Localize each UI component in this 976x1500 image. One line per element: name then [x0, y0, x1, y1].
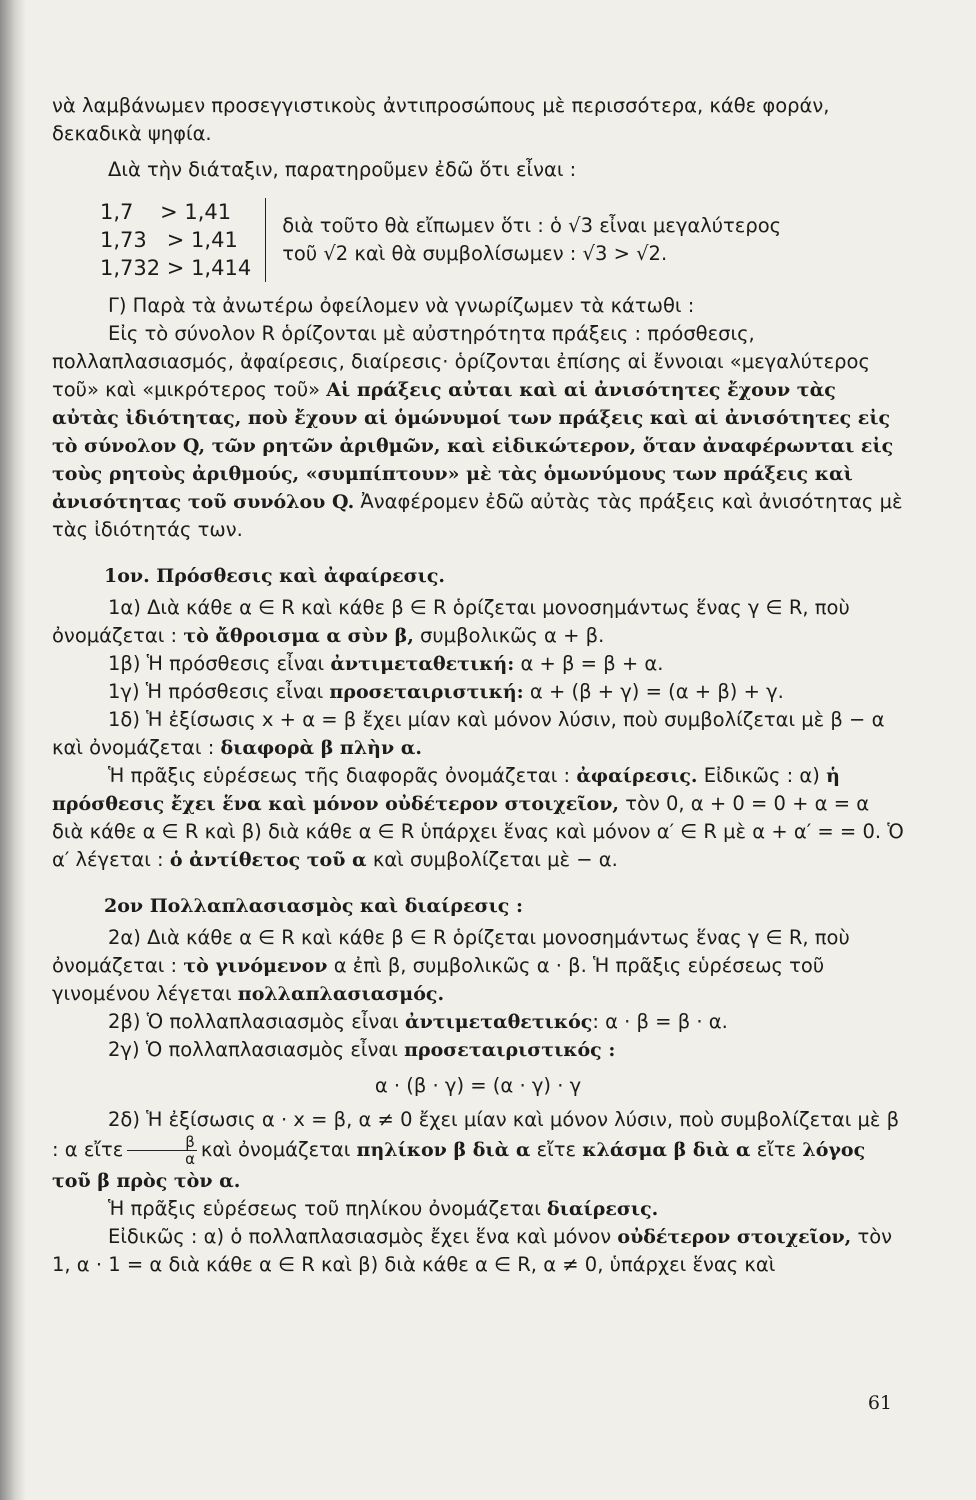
- rule-1b: [52, 650, 904, 678]
- fraction-beta-over-alpha: [127, 1134, 197, 1167]
- rule-term: πολλαπλασιασμός.: [237, 983, 445, 1005]
- rule-formula: α + (β + γ) = (α + β) + γ.: [529, 680, 784, 703]
- diataxi-line: Διὰ τὴν διάταξιν, παρατηροῦμεν ἐδῶ ὅτι εἶναι :: [108, 158, 577, 181]
- conclusion-line: τοῦ √2 καὶ θὰ συμβολίσωμεν : √3 > √2.: [282, 242, 668, 265]
- rule-term: τὸ ἄθροισμα α σὺν β,: [183, 625, 414, 647]
- rule-term: προσεταιριστικός :: [404, 1039, 616, 1061]
- rule-text: α ἐπὶ β, συμβολικῶς α · β. Ἡ πρᾶξις εὑρέσεως τοῦ γινομένου λέγεται: [52, 954, 825, 1005]
- rule-term: προσεταιριστική:: [329, 681, 524, 703]
- rule-2e: [52, 1195, 904, 1223]
- rule-1e: [52, 762, 904, 874]
- rule-text: τὸν 0, α + 0 = 0 + α = α διὰ κάθε α ∈ R καὶ β) διὰ κάθε α ∈ R ὑπάρχει ἕνας καὶ μόνον α′ ∈ R μὲ α + α′ = = 0. Ὁ α′ λέγεται :: [52, 792, 904, 871]
- rule-term: ἡ πρόσθεσις ἔχει ἕνα καὶ μόνον οὐδέτερον στοιχεῖον,: [52, 765, 840, 815]
- rule-term: ὁ ἀντίθετος τοῦ α: [169, 849, 367, 871]
- rule-text: εἴτε: [536, 1138, 577, 1161]
- rule-text: συμβολικῶς α + β.: [420, 624, 605, 647]
- rule-text: Εἰδικῶς : α) ὁ πολλαπλασιασμὸς ἔχει ἕνα καὶ μόνον: [108, 1225, 612, 1248]
- associativity-formula: α · (β · γ) = (α · γ) · γ: [374, 1074, 582, 1097]
- section-heading-multiplication: 2ον Πολλαπλασιασμὸς καὶ διαίρεσις :: [104, 895, 523, 917]
- inequality-block: [100, 198, 904, 282]
- inequality-row: 1,73 > 1,41: [100, 228, 238, 252]
- inequality-column: [100, 198, 266, 282]
- rule-term: ἀντιμεταθετικός: [404, 1011, 593, 1033]
- inequality-row: 1,7 > 1,41: [100, 200, 232, 224]
- rule-term: ἀντιμεταθετική:: [330, 653, 515, 675]
- section-heading-addition: 1ον. Πρόσθεσις καὶ ἀφαίρεσις.: [104, 565, 446, 587]
- rule-text: 1δ) Ἡ ἐξίσωσις x + α = β ἔχει μίαν καὶ μόνον λύσιν, ποὺ συμβολίζεται μὲ β − α καὶ ὀνομάζεται :: [52, 708, 885, 759]
- fraction-denominator: α: [185, 1150, 195, 1168]
- rule-2c: [52, 1036, 904, 1064]
- operations-paragraph: [52, 320, 904, 544]
- rule-term: πηλίκον β διὰ α: [356, 1139, 531, 1161]
- bold-statement: Αἱ πράξεις αὐται καὶ αἱ ἀνισότητες ἔχουν τὰς αὐτὰς ἰδιότητας, ποὺ ἔχουν αἱ ὁμώνυμοί των πράξεις καὶ αἱ ἀνισότητες εἰς τὸ σύνολον Q, τῶν ρητῶν ἀριθμῶν, καὶ εἰδικώτερον, ὅταν ἀναφέρωνται εἰς τοὺς ρητοὺς ἀριθμούς, «συμπίπτουν» μὲ τὰς ὁμωνύμους των πράξεις καὶ ἀνισότητας τοῦ συνόλου Q.: [52, 379, 894, 513]
- rule-term: οὐδέτερον στοιχεῖον,: [617, 1226, 852, 1248]
- rule-1d: [52, 706, 904, 762]
- rule-1a: [52, 594, 904, 650]
- rule-2a: [52, 924, 904, 1008]
- page-number: 61: [867, 1392, 892, 1414]
- rule-text: 1β) Ἡ πρόσθεσις εἶναι: [108, 652, 325, 675]
- plain-text: Ἀναφέρομεν ἐδῶ αὐτὰς τὰς πράξεις καὶ ἀνισότητας μὲ τὰς ἰδιότητάς των.: [52, 490, 903, 541]
- rule-text: Εἰδικῶς : α): [703, 764, 820, 787]
- rule-2f: [52, 1223, 904, 1279]
- inequality-conclusion: [266, 198, 781, 282]
- rule-formula: α + β = β + α.: [520, 652, 664, 675]
- rule-term: τὸ γινόμενον: [183, 955, 328, 977]
- rule-text: Ἡ πρᾶξις εὑρέσεως τοῦ πηλίκου ὀνομάζεται: [108, 1197, 541, 1220]
- rule-2b: [52, 1008, 904, 1036]
- rule-2d: [52, 1106, 904, 1195]
- plain-text: Εἰς τὸ σύνολον R ὁρίζονται μὲ αὐστηρότητα πράξεις : πρόσθεσις, πολλαπλασιασμός, ἀφαίρεσις, διαίρεσις· ὁρίζονται ἐπίσης αἱ ἔννοιαι «μεγαλύτερος τοῦ» καὶ «μικρότερος τοῦ»: [52, 322, 870, 401]
- rule-term: ἀφαίρεσις.: [576, 765, 698, 787]
- rule-text: 2δ) Ἡ ἐξίσωσις α · x = β, α ≠ 0 ἔχει μίαν καὶ μόνον λύσιν, ποὺ συμβολίζεται μὲ β : α εἴτε: [52, 1108, 900, 1161]
- rule-text: Ἡ πρᾶξις εὑρέσεως τῆς διαφορᾶς ὀνομάζεται :: [108, 764, 571, 787]
- rule-term: λόγος τοῦ β πρὸς τὸν α.: [52, 1139, 866, 1192]
- intro-paragraph: νὰ λαμβάνωμεν προσεγγιστικοὺς ἀντιπροσώπους μὲ περισσότερα, κάθε φοράν, δεκαδικὰ ψηφία.: [52, 94, 830, 145]
- rule-term: διαίρεσις.: [547, 1198, 659, 1220]
- rule-text: 2α) Διὰ κάθε α ∈ R καὶ κάθε β ∈ R ὁρίζεται μονοσημάντως ἕνας γ ∈ R, ποὺ ὀνομάζεται :: [52, 926, 850, 977]
- rule-text: 1α) Διὰ κάθε α ∈ R καὶ κάθε β ∈ R ὁρίζεται μονοσημάντως ἕνας γ ∈ R, ποὺ ὀνομάζεται :: [52, 596, 850, 647]
- rule-1c: [52, 678, 904, 706]
- rule-text: 2γ) Ὁ πολλαπλασιασμὸς εἶναι: [108, 1038, 398, 1061]
- rule-text: 2β) Ὁ πολλαπλασιασμὸς εἶναι: [108, 1010, 399, 1033]
- conclusion-line: διὰ τοῦτο θὰ εἴπωμεν ὅτι : ὁ √3 εἶναι μεγαλύτερος: [282, 214, 782, 237]
- rule-term: κλάσμα β διὰ α: [582, 1139, 751, 1161]
- rule-term: διαφορὰ β πλὴν α.: [220, 737, 423, 759]
- page-binding-edge: [0, 0, 26, 1500]
- rule-text: 1γ) Ἡ πρόσθεσις εἶναι: [108, 680, 324, 703]
- rule-formula: : α · β = β · α.: [592, 1010, 728, 1033]
- fraction-numerator: β: [127, 1134, 197, 1151]
- rule-text: καὶ συμβολίζεται μὲ − α.: [372, 848, 618, 871]
- gamma-intro: Γ) Παρὰ τὰ ἀνωτέρω ὀφείλομεν νὰ γνωρίζωμεν τὰ κάτωθι :: [108, 294, 695, 317]
- rule-text: τὸν 1, α · 1 = α διὰ κάθε α ∈ R καὶ β) διὰ κάθε α ∈ R, α ≠ 0, ὑπάρχει ἕνας καὶ: [52, 1225, 893, 1276]
- inequality-row: 1,732 > 1,414: [100, 256, 252, 280]
- rule-text: καὶ ὀνομάζεται: [200, 1138, 351, 1161]
- page-body: [52, 92, 904, 1279]
- rule-text: εἴτε: [756, 1138, 797, 1161]
